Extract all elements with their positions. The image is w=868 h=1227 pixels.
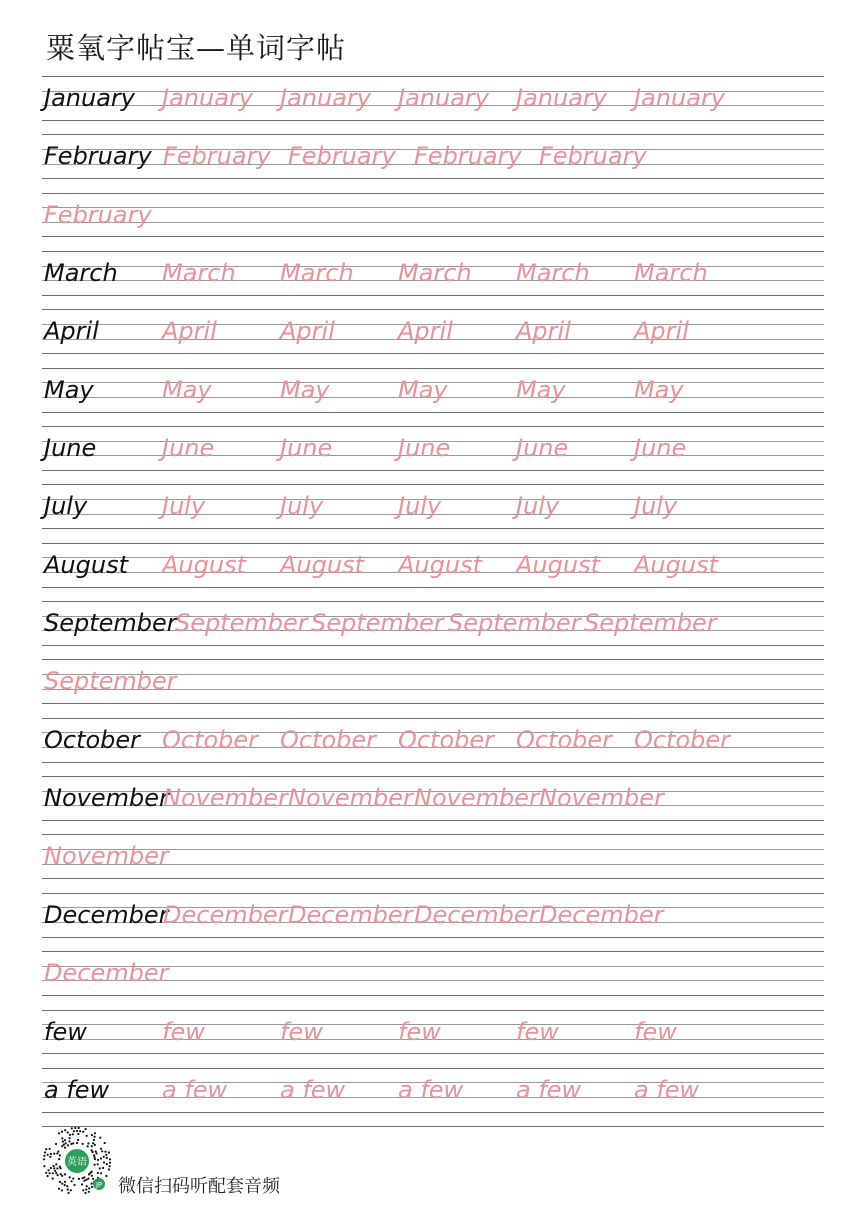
trace-word: November — [539, 784, 664, 813]
guide-line — [42, 120, 824, 121]
guide-line — [42, 587, 824, 588]
guide-line — [42, 236, 824, 237]
trace-word: October — [280, 725, 377, 754]
practice-row — [42, 134, 824, 192]
trace-word: August — [634, 550, 718, 579]
guide-line — [42, 834, 824, 835]
guide-line — [42, 659, 824, 660]
trace-word: March — [280, 259, 354, 288]
trace-word: February — [163, 142, 271, 171]
model-word: few — [44, 1017, 87, 1046]
trace-word: May — [162, 375, 212, 404]
model-word: March — [44, 259, 118, 288]
practice-row — [42, 1010, 824, 1068]
trace-word: December — [539, 900, 664, 929]
trace-word: February — [288, 142, 396, 171]
practice-row — [42, 368, 824, 426]
guide-line — [42, 1112, 824, 1113]
trace-word: November — [44, 842, 169, 871]
trace-word: October — [516, 725, 613, 754]
trace-word: May — [634, 375, 684, 404]
guide-line — [42, 193, 824, 194]
practice-row — [42, 659, 824, 717]
trace-word: August — [398, 550, 482, 579]
trace-word: June — [516, 434, 569, 463]
guide-line — [42, 703, 824, 704]
trace-word: April — [398, 317, 453, 346]
trace-word: January — [162, 84, 253, 112]
model-word: February — [44, 142, 152, 171]
guide-line — [42, 134, 824, 135]
practice-row — [42, 834, 824, 892]
trace-word: May — [398, 375, 448, 404]
guide-line — [42, 484, 824, 485]
trace-word: September — [175, 609, 308, 638]
trace-word: March — [162, 259, 236, 288]
qr-corner-label: JP — [95, 1181, 103, 1189]
practice-sheet — [42, 76, 824, 1128]
guide-line — [42, 762, 824, 763]
trace-word: October — [162, 725, 259, 754]
trace-word: a few — [398, 1075, 464, 1104]
guide-line — [42, 820, 824, 821]
trace-word: February — [414, 142, 522, 171]
trace-word: December — [44, 959, 169, 988]
guide-line — [42, 951, 824, 952]
guide-line — [42, 1068, 824, 1069]
footer — [42, 1126, 442, 1198]
trace-word: July — [162, 492, 206, 521]
trace-word: April — [280, 317, 335, 346]
trace-word: July — [634, 492, 678, 521]
trace-word: July — [398, 492, 442, 521]
trace-word: December — [288, 900, 413, 929]
guide-line — [42, 368, 824, 369]
model-word: December — [44, 900, 169, 929]
trace-word: June — [280, 434, 333, 463]
model-word: a few — [44, 1075, 110, 1104]
guide-line — [42, 470, 824, 471]
model-word: November — [44, 784, 169, 813]
footer-caption: 微信扫码听配套音频 — [118, 1176, 280, 1197]
trace-word: February — [539, 142, 647, 171]
guide-line — [42, 412, 824, 413]
trace-word: October — [398, 725, 495, 754]
trace-word: July — [280, 492, 324, 521]
trace-word: September — [584, 609, 717, 638]
guide-line — [42, 528, 824, 529]
trace-word: November — [288, 784, 413, 813]
guide-line — [42, 178, 824, 179]
guide-line — [42, 718, 824, 719]
trace-word: May — [280, 375, 330, 404]
trace-word: January — [280, 84, 371, 112]
trace-word: September — [448, 609, 581, 638]
model-word: July — [44, 492, 88, 521]
guide-line — [42, 995, 824, 996]
practice-row — [42, 893, 824, 951]
model-word: April — [44, 317, 99, 346]
practice-row — [42, 1068, 824, 1126]
trace-word: few — [398, 1017, 441, 1046]
trace-word: December — [163, 900, 288, 929]
guide-line — [42, 645, 824, 646]
trace-word: August — [516, 550, 600, 579]
guide-line — [42, 76, 824, 77]
trace-word: January — [516, 84, 607, 112]
trace-word: few — [634, 1017, 677, 1046]
trace-word: May — [516, 375, 566, 404]
trace-word: March — [634, 259, 708, 288]
guide-line — [42, 543, 824, 544]
qr-code-icon[interactable] — [42, 1126, 112, 1196]
model-word: January — [44, 84, 135, 112]
trace-word: September — [44, 667, 177, 696]
trace-word: November — [414, 784, 539, 813]
model-word: September — [44, 609, 177, 638]
guide-line — [42, 893, 824, 894]
guide-line — [42, 207, 824, 208]
trace-word: August — [280, 550, 364, 579]
trace-word: January — [398, 84, 489, 112]
trace-word: June — [162, 434, 215, 463]
model-word: May — [44, 375, 94, 404]
practice-row — [42, 193, 824, 251]
model-word: June — [44, 434, 97, 463]
trace-word: few — [516, 1017, 559, 1046]
guide-line — [42, 222, 824, 223]
practice-row — [42, 76, 824, 134]
trace-word: January — [634, 84, 725, 112]
model-word: October — [44, 725, 141, 754]
trace-word: October — [634, 725, 731, 754]
practice-row — [42, 251, 824, 309]
guide-line — [42, 353, 824, 354]
practice-row — [42, 718, 824, 776]
model-word: August — [44, 550, 128, 579]
guide-line — [42, 309, 824, 310]
trace-word: November — [163, 784, 288, 813]
practice-row — [42, 543, 824, 601]
practice-row — [42, 951, 824, 1009]
practice-row — [42, 309, 824, 367]
trace-word: few — [162, 1017, 205, 1046]
practice-row — [42, 426, 824, 484]
guide-line — [42, 426, 824, 427]
trace-word: August — [162, 550, 246, 579]
trace-word: a few — [634, 1075, 700, 1104]
trace-word: a few — [280, 1075, 346, 1104]
trace-word: June — [634, 434, 687, 463]
guide-line — [42, 251, 824, 252]
trace-word: March — [398, 259, 472, 288]
trace-word: April — [634, 317, 689, 346]
trace-word: September — [311, 609, 444, 638]
trace-word: a few — [162, 1075, 228, 1104]
guide-line — [42, 776, 824, 777]
trace-word: a few — [516, 1075, 582, 1104]
trace-word: April — [162, 317, 217, 346]
guide-line — [42, 878, 824, 879]
trace-word: February — [44, 200, 152, 229]
guide-line — [42, 1010, 824, 1011]
guide-line — [42, 601, 824, 602]
trace-word: March — [516, 259, 590, 288]
trace-word: June — [398, 434, 451, 463]
guide-line — [42, 1053, 824, 1054]
practice-row — [42, 776, 824, 834]
practice-row — [42, 601, 824, 659]
guide-line — [42, 295, 824, 296]
guide-line — [42, 937, 824, 938]
trace-word: December — [414, 900, 539, 929]
trace-word: April — [516, 317, 571, 346]
trace-word: few — [280, 1017, 323, 1046]
page-title: 粟氧字帖宝—单词字帖 — [46, 31, 347, 65]
trace-word: July — [516, 492, 560, 521]
practice-row — [42, 484, 824, 542]
qr-badge-label: 英语 — [67, 1157, 87, 1168]
